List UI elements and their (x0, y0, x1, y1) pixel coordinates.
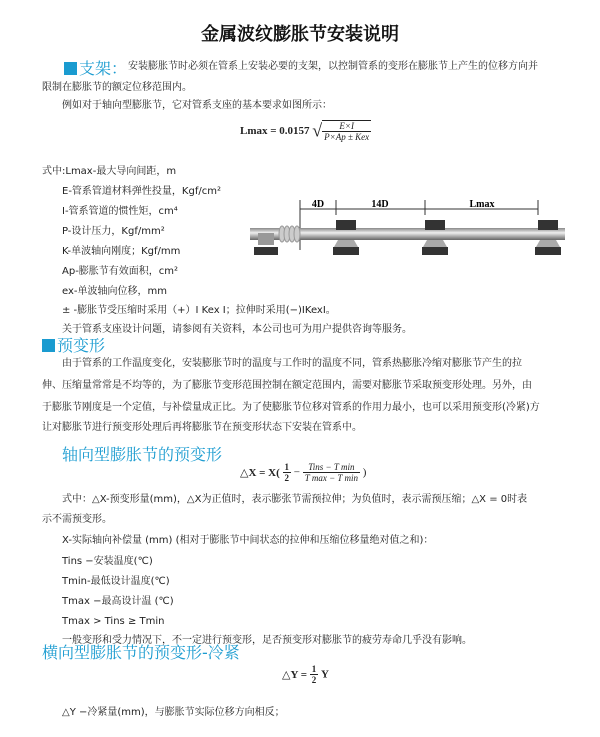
label-14d: 14D (371, 199, 389, 210)
definition-line: Tmax > Tins ≥ Tmin (62, 616, 165, 627)
definition-line: I-管系管道的惯性矩，cm⁴ (62, 206, 178, 217)
definition-line: K-单波轴向刚度；Kgf/mm (62, 246, 181, 257)
sqrt-icon: √ (312, 120, 323, 141)
definition-line: Ap-膨胀节有效面积，cm² (62, 266, 179, 277)
numerator: 1 (311, 664, 317, 674)
paragraph-line: 伸、压缩量常常是不均等的，为了膨胀节变形范围控制在额定范围内，需要对膨胀节采取预变形处理。另外，由 (42, 380, 532, 391)
denominator: 2 (311, 675, 317, 685)
numerator: E×I (322, 121, 371, 132)
definition-line: ± -膨胀节受压缩时采用（+）I Kex I；拉伸时采用(−)IKexI。 (62, 305, 336, 316)
denominator: P×Ap ± Kex (324, 132, 370, 142)
minus-sign: − (293, 466, 300, 479)
page-title: 金属波纹膨胀节安装说明 (201, 24, 399, 45)
fraction-temp (303, 462, 360, 483)
definition-line: E-管系管道材料弹性投量，Kgf/cm² (62, 186, 221, 197)
heading-text: 支架： (79, 59, 128, 78)
formula-axial (240, 462, 366, 483)
section-heading-support (64, 56, 127, 79)
section-heading-predeform (42, 333, 105, 356)
paragraph-line: 由于管系的工作温度变化，安装膨胀节时的温度与工作时的温度不同，管系热膨胀冷缩对膨胀节产生的拉 (62, 358, 522, 369)
paragraph-line: 于膨胀节刚度是一个定值，与补偿量成正比。为了使膨胀节位移对管系的作用力最小，也可以采用预变形(冷紧)方 (42, 402, 540, 413)
definition-line: 示不需预变形。 (42, 514, 112, 525)
close-paren: ) (362, 466, 367, 479)
numerator: 1 (284, 462, 290, 472)
formula-lmax (240, 120, 371, 142)
formula-rhs: Y (321, 668, 329, 681)
fraction (322, 120, 371, 142)
formula-lhs: Lmax = 0.0157 (240, 125, 310, 137)
paragraph-line: 例如对于轴向型膨胀节，它对管系支座的基本要求如图所示： (62, 100, 332, 111)
denominator: 2 (284, 473, 290, 483)
paragraph-line: 让对膨胀节进行预变形处理后再将膨胀节在预变形状态下安装在管系中。 (42, 422, 362, 433)
definition-line: 关于管系支座设计问题，请参阅有关资料，本公司也可为用户提供咨询等服务。 (62, 324, 412, 335)
fraction-half (283, 462, 292, 483)
definition-line: X-实际轴向补偿量 (mm) (相对于膨胀节中间状态的拉伸和压缩位移量绝对值之和)： (62, 535, 434, 546)
label-4d: 4D (311, 199, 325, 210)
square-bullet-icon (64, 62, 77, 75)
square-bullet-icon (42, 339, 55, 352)
subheading-lateral: 横向型膨胀节的预变形-冷紧 (42, 643, 240, 662)
numerator: Tins − T min (303, 462, 360, 473)
fraction-half (310, 664, 319, 685)
definition-line: P-设计压力，Kgf/mm² (62, 226, 165, 237)
definition-line: Tmax −最高设计温 (℃) (62, 596, 174, 607)
formula-lhs: △Y = (282, 669, 308, 681)
paragraph-line: 限制在膨胀节的额定位移范围内。 (42, 82, 192, 93)
definition-line: ex-单波轴向位移，mm (62, 286, 167, 297)
fixed-support (258, 233, 274, 245)
definition-line: Tins −安装温度(℃) (62, 556, 153, 567)
paragraph-line: 安装膨胀节时必须在管系上安装必要的支架，以控制管系的变形在膨胀节上产生的位移方向并 (128, 61, 538, 72)
formula-lhs: △X = X( (240, 467, 280, 479)
definition-line: △Y −冷紧量(mm)，与膨胀节实际位移方向相反； (62, 707, 285, 718)
bellows (279, 226, 300, 242)
definition-line: 式中：△X-预变形量(mm)，△X为正值时，表示膨张节需预拉伸；为负值时，表示需预压缩；△X = 0时表 (62, 494, 528, 505)
definition-line: 一般变形和受力情况下，不一定进行预变形，足否预变形对膨胀节的疲劳寿命几乎没有影响。 (62, 635, 472, 646)
denominator: T max − T min (304, 473, 359, 483)
definition-line: Tmin-最低设计温度(℃) (62, 576, 170, 587)
definition-line: 式中:Lmax-最大导向间距，m (42, 166, 177, 177)
subheading-axial: 轴向型膨胀节的预变形 (62, 445, 223, 464)
heading-text: 预变形 (57, 336, 106, 355)
formula-lateral (282, 664, 329, 685)
label-lmax: Lmax (469, 199, 495, 210)
support-diagram (250, 195, 570, 285)
